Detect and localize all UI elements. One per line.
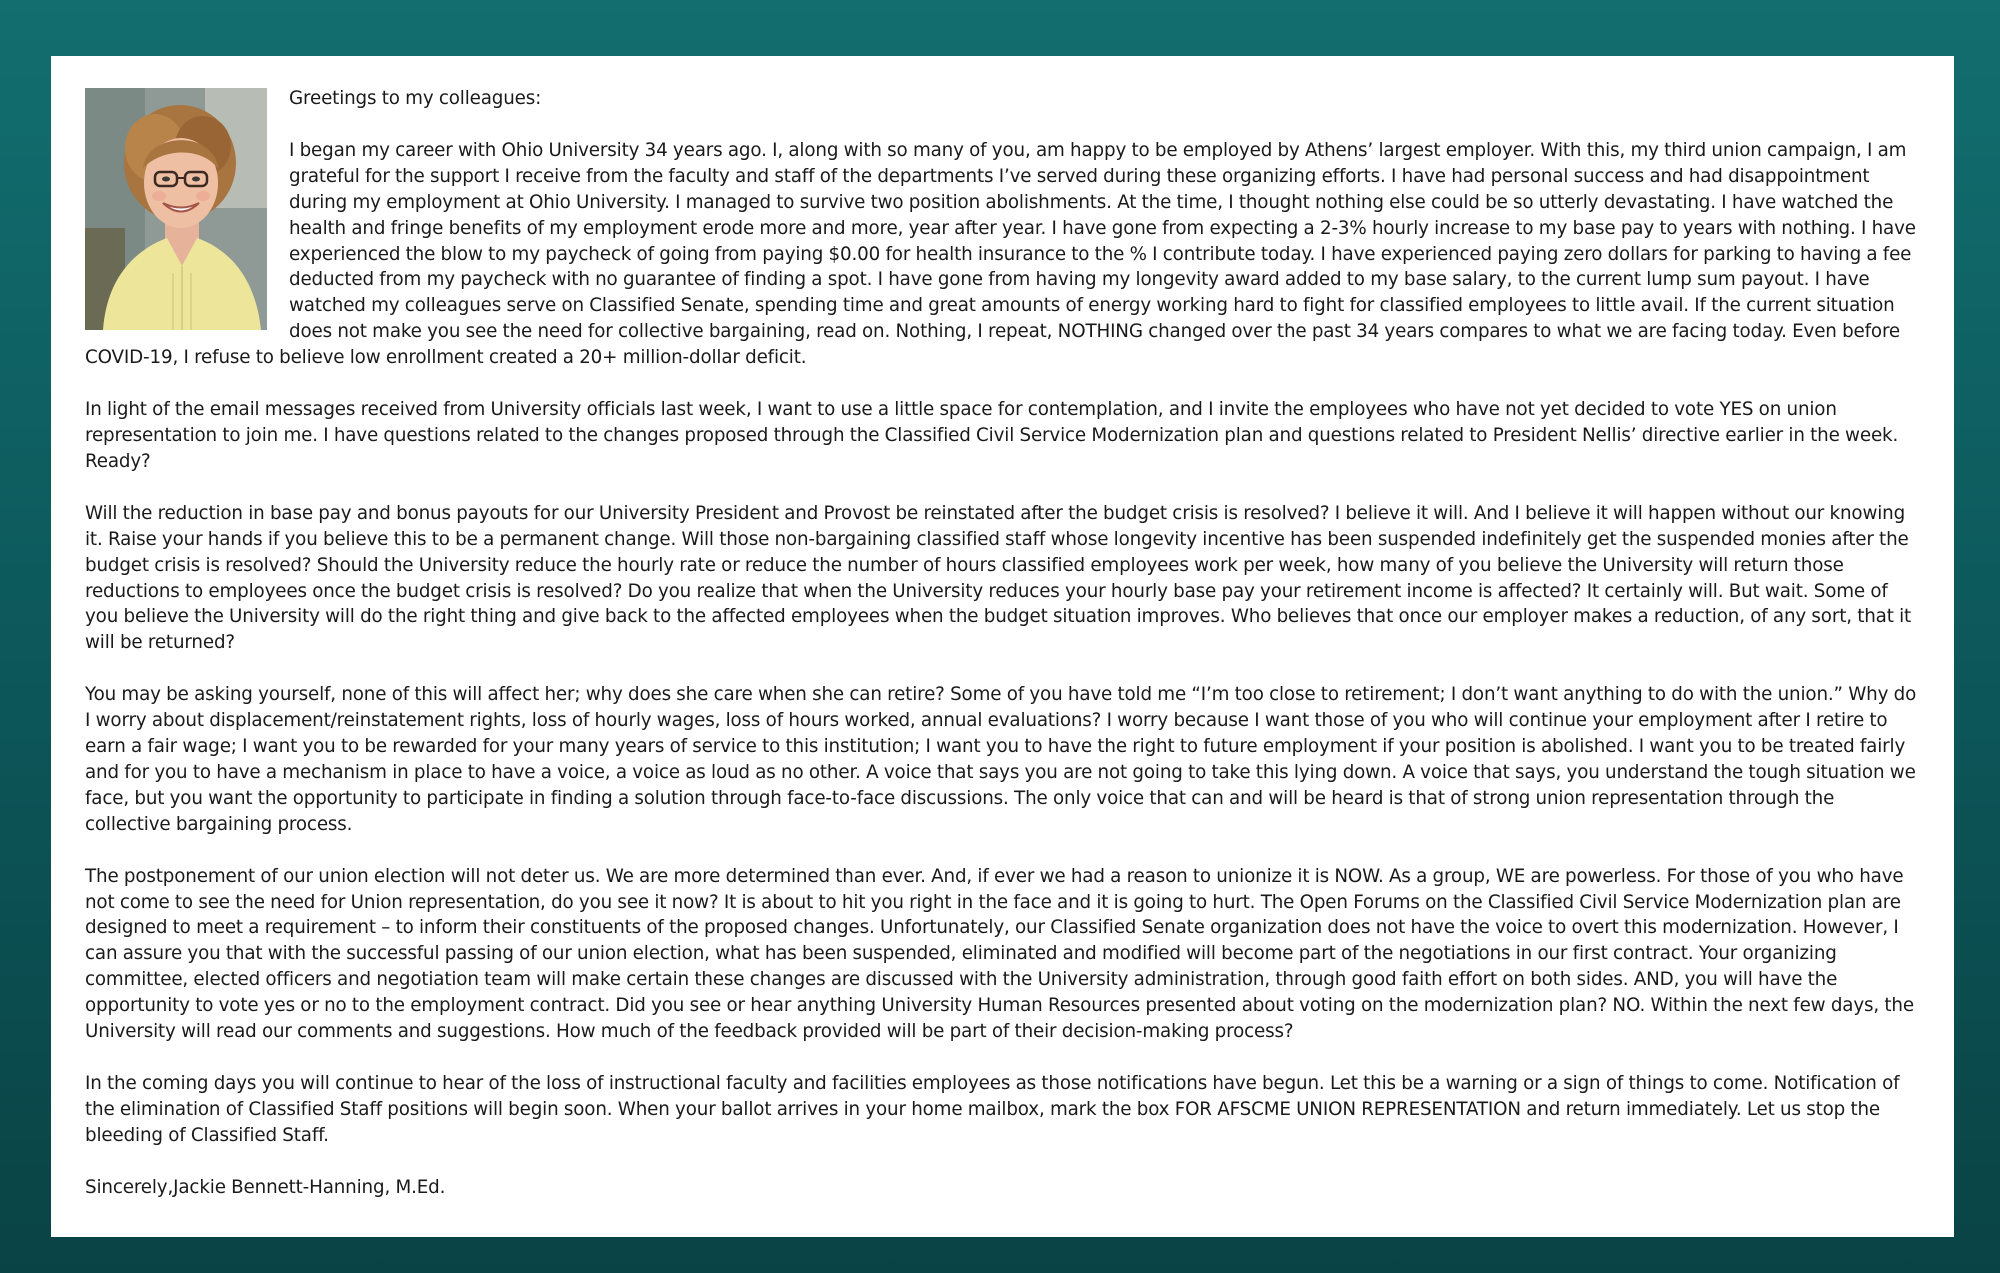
letter-paragraph-6: In the coming days you will continue to hear of the loss of instructional faculty and facilities employees as those notifications have begun. Let this be a warning or a sign of things to come. Notification of the elimination of Classified Staff positions will begin soon. When your ballot arrives in your home mailbox, mark the box FOR AFSCME UNION REPRESENTATION and return immediately. Let us stop the bleeding of Classified Staff. bbox=[85, 1073, 1900, 1146]
author-photo bbox=[85, 88, 267, 330]
letter-paragraph-1: I began my career with Ohio University 34 years ago. I, along with so many of you, am happy to be employed by Athens’ largest employer. With this, my third union campaign, I am grateful for the support I receive from the faculty and staff of the departments I’ve served during these organizing efforts. I have had personal success and had disappointment during my employment at Ohio University. I managed to survive two position abolishments. At the time, I thought nothing else could be so utterly devastating. I have watched the health and fringe benefits of my employment erode more and more, year after year. I have gone from expecting a 2-3% hourly increase to my base pay to years with nothing. I have experienced the blow to my paycheck of going from paying $0.00 for health insurance to the % I contribute today. I have experienced paying zero dollars for parking to having a fee deducted from my paycheck with no guarantee of finding a spot. I have gone from having my longevity award added to my base salary, to the current lump sum payout. I have watched my colleagues serve on Classified Senate, spending time and great amounts of energy working hard to fight for classified employees to little avail. If the current situation does not make you see the need for collective bargaining, read on. Nothing, I repeat, NOTHING changed over the past 34 years compares to what we are facing today. Even before COVID-19, I refuse to believe low enrollment created a 20+ million-dollar deficit. bbox=[85, 139, 1916, 369]
letter-paragraph-5: The postponement of our union election will not deter us. We are more determined than ever. And, if ever we had a reason to unionize it is NOW. As a group, WE are powerless. For those of you who have not come to see the need for Union representation, do you see it now? It is about to hit you right in the face and it is going to hurt. The Open Forums on the Classified Civil Service Modernization plan are designed to meet a requirement – to inform their constituents of the proposed changes. Unfortunately, our Classified Senate organization does not have the voice to overt this modernization. However, I can assure you that with the successful passing of our union election, what has been suspended, eliminated and modified will become part of the negotiations in our first contract. Your organizing committee, elected officers and negotiation team will make certain these changes are discussed with the University administration, through good faith effort on both sides. AND, you will have the opportunity to vote yes or no to the employment contract. Did you see or hear anything University Human Resources presented about voting on the modernization plan? NO. Within the next few days, the University will read our comments and suggestions. How much of the feedback provided will be part of their decision-making process? bbox=[85, 865, 1914, 1043]
letter-card bbox=[51, 56, 1954, 1237]
letter-paragraph-2: In light of the email messages received from University officials last week, I want to use a little space for contemplation, and I invite the employees who have not yet decided to vote YES on union representation to join me. I have questions related to the changes proposed through the Classified Civil Service Modernization plan and questions related to President Nellis’ directive earlier in the week. Ready? bbox=[85, 399, 1899, 472]
letter-paragraph-4: You may be asking yourself, none of this will affect her; why does she care when she can retire? Some of you have told me “I’m too close to retirement; I don’t want anything to do with the union.” Why do I worry about displacement/reinstatement rights, loss of hourly wages, loss of hours worked, annual evaluations? I worry because I want those of you who will continue your employment after I retire to earn a fair wage; I want you to be rewarded for your many years of service to this institution; I want you to have the right to future employment if your position is abolished. I want you to be treated fairly and for you to have a mechanism in place to have a voice, a voice as loud as no other. A voice that says you are not going to take this lying down. A voice that says, you understand the tough situation we face, but you want the opportunity to participate in finding a solution through face-to-face discussions. The only voice that can and will be heard is that of strong union representation through the collective bargaining process. bbox=[85, 684, 1917, 835]
letter-greeting: Greetings to my colleagues: bbox=[289, 88, 542, 109]
author-photo-portrait bbox=[85, 88, 267, 330]
letter-paragraph-3: Will the reduction in base pay and bonus payouts for our University President and Provost be reinstated after the budget crisis is resolved? I believe it will. And I believe it will happen without our knowing it. Raise your hands if you believe this to be a permanent change. Will those non-bargaining classified staff whose longevity incentive has been suspended indefinitely get the suspended monies after the budget crisis is resolved? Should the University reduce the hourly rate or reduce the number of hours classified employees work per week, how many of you believe the University will return those reductions to employees once the budget crisis is resolved? Do you realize that when the University reduces your hourly base pay your retirement income is affected? It certainly will. But wait. Some of you believe the University will do the right thing and give back to the affected employees when the budget situation improves. Who believes that once our employer makes a reduction, of any sort, that it will be returned? bbox=[85, 502, 1912, 654]
letter-body bbox=[85, 86, 1920, 1201]
letter-signoff: Sincerely,Jackie Bennett-Hanning, M.Ed. bbox=[85, 1176, 446, 1198]
